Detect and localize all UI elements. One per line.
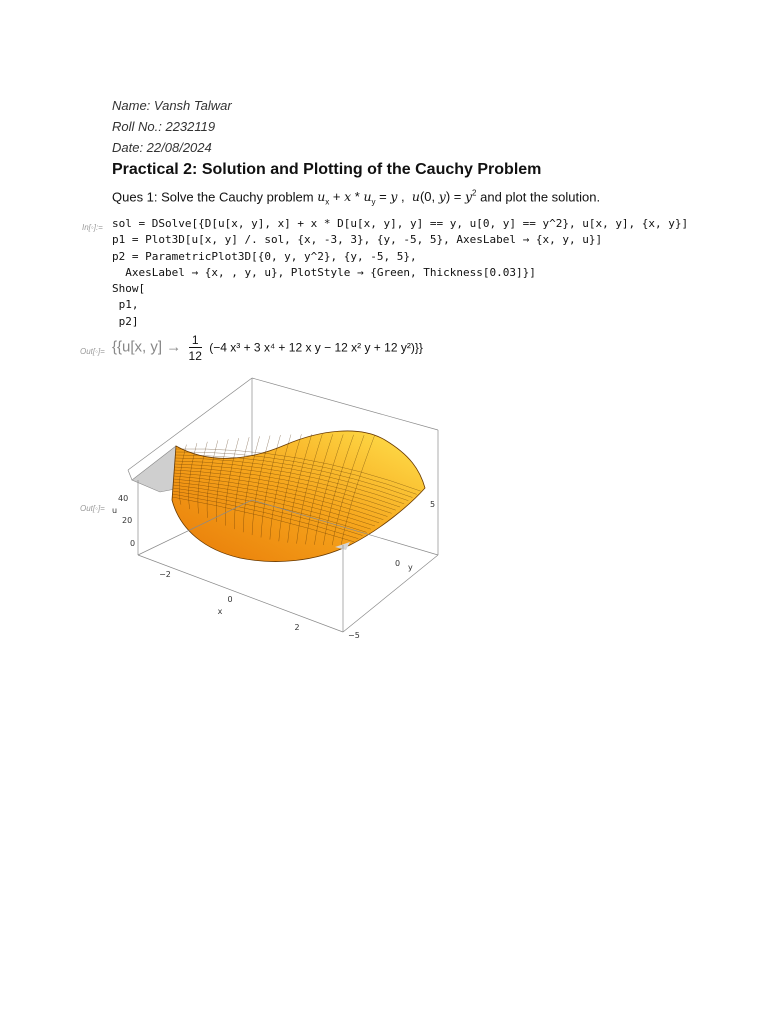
surface-plot-3d[interactable] bbox=[110, 370, 450, 645]
u-axis-label: u bbox=[112, 506, 118, 515]
u-tick-label: 0 bbox=[130, 539, 136, 548]
u-tick-label: 40 bbox=[118, 494, 129, 503]
x-tick-label: 2 bbox=[294, 623, 300, 632]
question-math: $u_x + x * u_y = y$ , u(0, $y) = y^2$ bbox=[317, 189, 477, 207]
input-cell-label: In[◦]:= bbox=[82, 223, 103, 232]
x-tick-label: 0 bbox=[227, 595, 233, 604]
y-tick-label: 5 bbox=[430, 500, 436, 509]
output-cell-label-1: Out[◦]= bbox=[80, 347, 105, 356]
code-line: p2] bbox=[112, 314, 139, 328]
u-tick-label: 20 bbox=[122, 516, 133, 525]
x-axis-label: x bbox=[217, 607, 223, 616]
code-line: p1, bbox=[112, 298, 139, 312]
output-fraction bbox=[189, 333, 202, 364]
practical-title: Practical 2: Solution and Plotting of the Cauchy Problem bbox=[112, 161, 542, 178]
fraction-numerator: 1 bbox=[189, 333, 202, 348]
dsolve-output bbox=[112, 333, 423, 364]
code-line: Show[ bbox=[112, 282, 146, 296]
roll-number: Roll No.: 2232119 bbox=[112, 119, 216, 134]
question-suffix: and plot the solution. bbox=[480, 189, 601, 205]
code-cell[interactable] bbox=[112, 216, 688, 330]
y-axis-label: y bbox=[408, 563, 413, 572]
code-line: sol = DSolve[{D[u[x, y], x] + x * D[u[x, y], y] == y, u[0, y] == y^2}, u[x, y], {x, y}] bbox=[112, 217, 689, 230]
plot-surface bbox=[172, 431, 425, 562]
code-line: p1 = Plot3D[u[x, y] /. sol, {x, -3, 3}, {y, -5, 5}, AxesLabel → {x, y, u}] bbox=[112, 233, 603, 247]
output-cell-label-2: Out[◦]= bbox=[80, 504, 105, 513]
output-rhs: (−4 x³ + 3 x⁴ + 12 x y − 12 x² y + 12 y²)}} bbox=[209, 340, 423, 355]
code-line: p2 = ParametricPlot3D[{0, y, y^2}, {y, -5, 5}, bbox=[112, 249, 417, 263]
date: Date: 22/08/2024 bbox=[112, 140, 212, 155]
student-name: Name: Vansh Talwar bbox=[112, 98, 232, 113]
question-text bbox=[112, 189, 600, 207]
fraction-denominator: 12 bbox=[188, 349, 202, 363]
y-tick-label: 0 bbox=[395, 559, 401, 568]
question-prefix: Ques 1: Solve the Cauchy problem bbox=[112, 189, 314, 205]
output-lhs: {{u[x, y] → bbox=[112, 338, 182, 356]
code-line: AxesLabel → {x, , y, u}, PlotStyle → {Green, Thickness[0.03]}] bbox=[112, 265, 536, 279]
y-tick-label: −5 bbox=[348, 631, 360, 640]
x-tick-label: −2 bbox=[159, 570, 171, 579]
